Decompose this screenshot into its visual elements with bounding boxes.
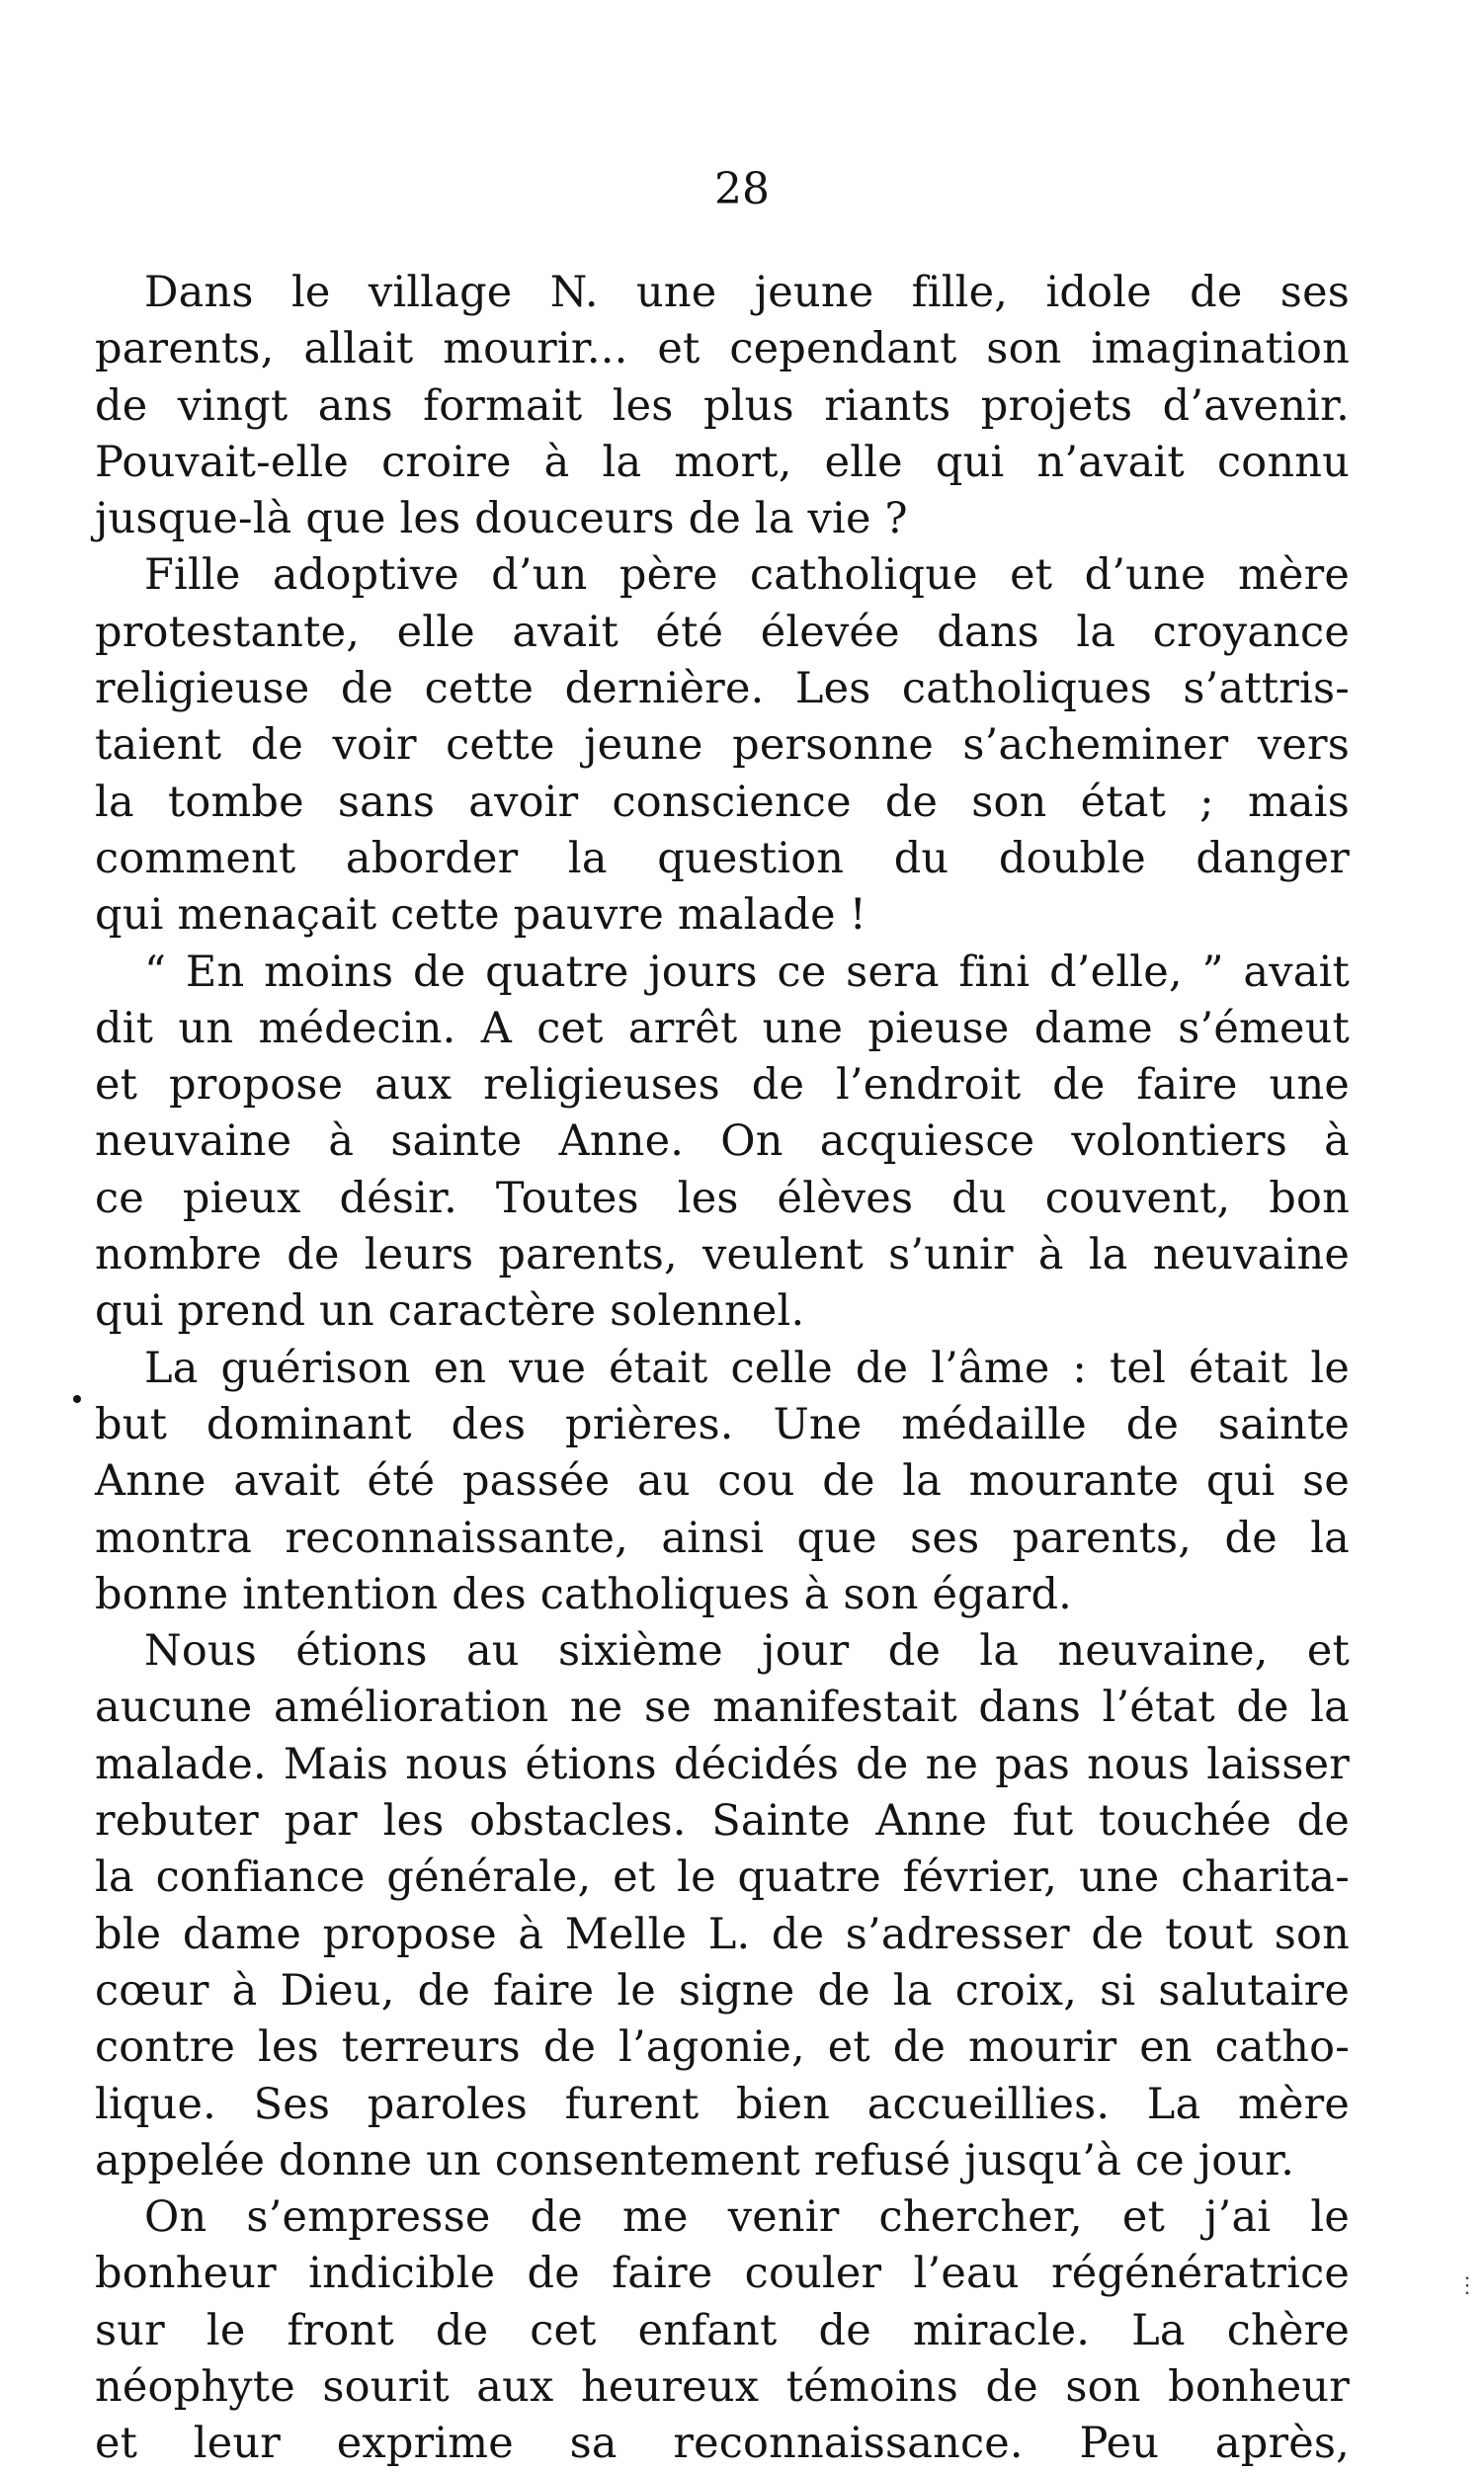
text-line: Dans le village N. une jeune fille, idole de ses bbox=[144, 268, 1350, 317]
text-line: montra reconnaissante, ainsi que ses parents, de la bbox=[95, 1513, 1350, 1563]
text-line: “ En moins de quatre jours ce sera fini d’elle, ” avait bbox=[144, 947, 1350, 997]
text-line: taient de voir cette jeune personne s’acheminer vers bbox=[95, 720, 1350, 771]
text-line: cœur à Dieu, de faire le signe de la croix, si salutaire bbox=[95, 1965, 1350, 2016]
text-line: contre les terreurs de l’agonie, et de mourir en catho- bbox=[95, 2022, 1350, 2073]
text-line: néophyte sourit aux heureux témoins de son bonheur bbox=[95, 2361, 1350, 2412]
text-line: la confiance générale, et le quatre février, une charita- bbox=[95, 1853, 1350, 1903]
text-line: et propose aux religieuses de l’endroit de faire une bbox=[95, 1060, 1350, 1111]
text-line: qui prend un caractère solennel. bbox=[95, 1286, 805, 1337]
text-line: Anne avait été passée au cou de la mourante qui se bbox=[95, 1456, 1350, 1507]
text-line: Nous étions au sixième jour de la neuvaine, et bbox=[144, 1626, 1350, 1677]
text-line: ble dame propose à Melle L. de s’adresser de tout son bbox=[95, 1909, 1350, 1959]
text-line: La guérison en vue était celle de l’âme : tel était le bbox=[144, 1343, 1350, 1393]
text-line: bonheur indicible de faire couler l’eau régénératrice bbox=[95, 2249, 1350, 2299]
text-line: dit un médecin. A cet arrêt une pieuse dame s’émeut bbox=[95, 1003, 1350, 1053]
text-line: de vingt ans formait les plus riants projets d’avenir. bbox=[95, 380, 1350, 431]
text-line: la tombe sans avoir conscience de son état ; mais bbox=[95, 777, 1350, 827]
text-line: jusque-là que les douceurs de la vie ? bbox=[95, 494, 908, 544]
text-line: parents, allait mourir... et cependant son imagination bbox=[95, 324, 1350, 374]
text-line: ce pieux désir. Toutes les élèves du couvent, bon bbox=[95, 1173, 1350, 1223]
text-line: et leur exprime sa reconnaissance. Peu après, bbox=[95, 2419, 1350, 2469]
text-line: malade. Mais nous étions décidés de ne pas nous laisser bbox=[95, 1739, 1350, 1789]
text-line: lique. Ses paroles furent bien accueillies. La mère bbox=[95, 2079, 1350, 2129]
text-line: sur le front de cet enfant de miracle. La chère bbox=[95, 2305, 1350, 2355]
text-line: aucune amélioration ne se manifestait dans l’état de la bbox=[95, 1683, 1350, 1733]
text-line: protestante, elle avait été élevée dans la croyance bbox=[95, 607, 1350, 657]
text-line: On s’empresse de me venir chercher, et j’ai le bbox=[144, 2192, 1350, 2243]
body-text bbox=[95, 265, 1350, 2473]
text-line: bonne intention des catholiques à son égard. bbox=[95, 1569, 1073, 1619]
edge-mark: ⋮ bbox=[1456, 2273, 1478, 2298]
page-number: 28 bbox=[714, 164, 770, 214]
text-line: nombre de leurs parents, veulent s’unir à la neuvaine bbox=[95, 1230, 1350, 1280]
text-line: qui menaçait cette pauvre malade ! bbox=[95, 890, 867, 941]
text-line: Pouvait-elle croire à la mort, elle qui n’avait connu bbox=[95, 437, 1350, 487]
text-line: appelée donne un consentement refusé jusqu’à ce jour. bbox=[95, 2135, 1295, 2185]
text-line: religieuse de cette dernière. Les catholiques s’attris- bbox=[95, 664, 1350, 714]
text-line: but dominant des prières. Une médaille de sainte bbox=[95, 1399, 1350, 1449]
text-line: rebuter par les obstacles. Sainte Anne fut touchée de bbox=[95, 1796, 1350, 1847]
text-line: Fille adoptive d’un père catholique et d’une mère bbox=[144, 550, 1350, 601]
text-line: neuvaine à sainte Anne. On acquiesce volontiers à bbox=[95, 1116, 1350, 1167]
text-line: comment aborder la question du double danger bbox=[95, 833, 1350, 883]
margin-dot bbox=[73, 1395, 81, 1403]
